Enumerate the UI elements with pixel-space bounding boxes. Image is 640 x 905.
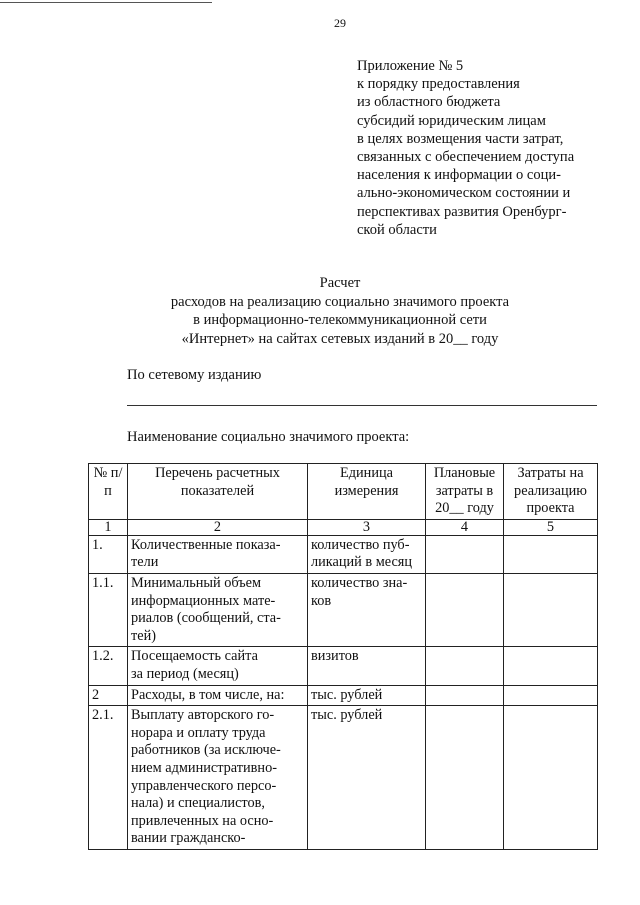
appendix-line: к порядку предоставления	[357, 76, 520, 93]
column-number-row	[89, 519, 598, 535]
title-line: расходов на реализацию социально значимого проекта	[170, 293, 510, 310]
cell-indicator: Расходы, в том числе, на:	[128, 685, 308, 706]
table-row	[89, 706, 598, 850]
calculation-table	[88, 463, 598, 850]
cell-indicator: Посещаемость сайта за период (месяц)	[128, 647, 308, 685]
cell-cost	[504, 647, 598, 685]
cell-cost	[504, 573, 598, 646]
cell-cost	[504, 706, 598, 850]
cell-planned	[426, 535, 504, 573]
cell-unit: количество пуб- ликаций в месяц	[308, 535, 426, 573]
appendix-note	[357, 57, 637, 239]
cell-number: 1.	[89, 535, 128, 573]
title-line: Расчет	[319, 275, 361, 291]
cell-cost	[504, 535, 598, 573]
cell-cost	[504, 685, 598, 706]
appendix-line: перспективах развития Оренбург-	[357, 203, 567, 220]
top-rule	[0, 2, 212, 3]
cell-number: 1.2.	[89, 647, 128, 685]
cell-planned	[426, 573, 504, 646]
cell-indicator: Минимальный объем информационных мате- риалов (сообщений, ста- тей)	[128, 573, 308, 646]
cell-planned	[426, 706, 504, 850]
cell-indicator: Количественные показа- тели	[128, 535, 308, 573]
table-header-row	[89, 464, 598, 520]
appendix-line: населения к информации о соци-	[357, 167, 561, 184]
header-planned: Плановые затраты в 20__ году	[426, 464, 504, 520]
appendix-line: в целях возмещения части затрат,	[357, 130, 564, 147]
appendix-line: из областного бюджета	[357, 94, 501, 111]
title-line: в информационно-телекоммуникационной сети	[193, 312, 487, 328]
appendix-line: субсидий юридическим лицам	[357, 112, 546, 129]
header-cost: Затраты на реализацию проекта	[504, 464, 598, 520]
appendix-line: связанных с обеспечением доступа	[357, 149, 575, 166]
cell-number: 2	[89, 685, 128, 706]
table-row	[89, 647, 598, 685]
cell-number: 1.1.	[89, 573, 128, 646]
cell-unit: тыс. рублей	[308, 685, 426, 706]
table-row	[89, 573, 598, 646]
project-label: Наименование социально значимого проекта:	[127, 429, 410, 445]
cell-planned	[426, 685, 504, 706]
cell-unit: количество зна- ков	[308, 573, 426, 646]
appendix-line: Приложение № 5	[357, 58, 464, 74]
publication-fill-line	[127, 405, 597, 406]
table-row	[89, 535, 598, 573]
document-title	[0, 274, 640, 348]
header-unit: Единица измерения	[308, 464, 426, 520]
header-number: № п/п	[89, 464, 128, 520]
publication-label: По сетевому изданию	[127, 367, 262, 383]
cell-unit: визитов	[308, 647, 426, 685]
page-number: 29	[334, 16, 346, 30]
appendix-line: ской области	[357, 221, 437, 238]
cell-planned	[426, 647, 504, 685]
column-number: 2	[128, 519, 308, 535]
appendix-line: ально-экономическом состоянии и	[357, 185, 571, 202]
cell-number: 2.1.	[89, 706, 128, 850]
column-number: 4	[426, 519, 504, 535]
column-number: 3	[308, 519, 426, 535]
title-line: «Интернет» на сайтах сетевых изданий в 20__ году	[181, 330, 499, 347]
table-row	[89, 685, 598, 706]
cell-indicator: Выплату авторского го- норара и оплату труда работников (за исключе- нием административно- управленческого персо- нала) и специалистов, привлеченных на осно- вании гражданско-	[128, 706, 308, 850]
column-number: 5	[504, 519, 598, 535]
cell-unit: тыс. рублей	[308, 706, 426, 850]
header-indicator: Перечень расчетных показателей	[128, 464, 308, 520]
column-number: 1	[89, 519, 128, 535]
